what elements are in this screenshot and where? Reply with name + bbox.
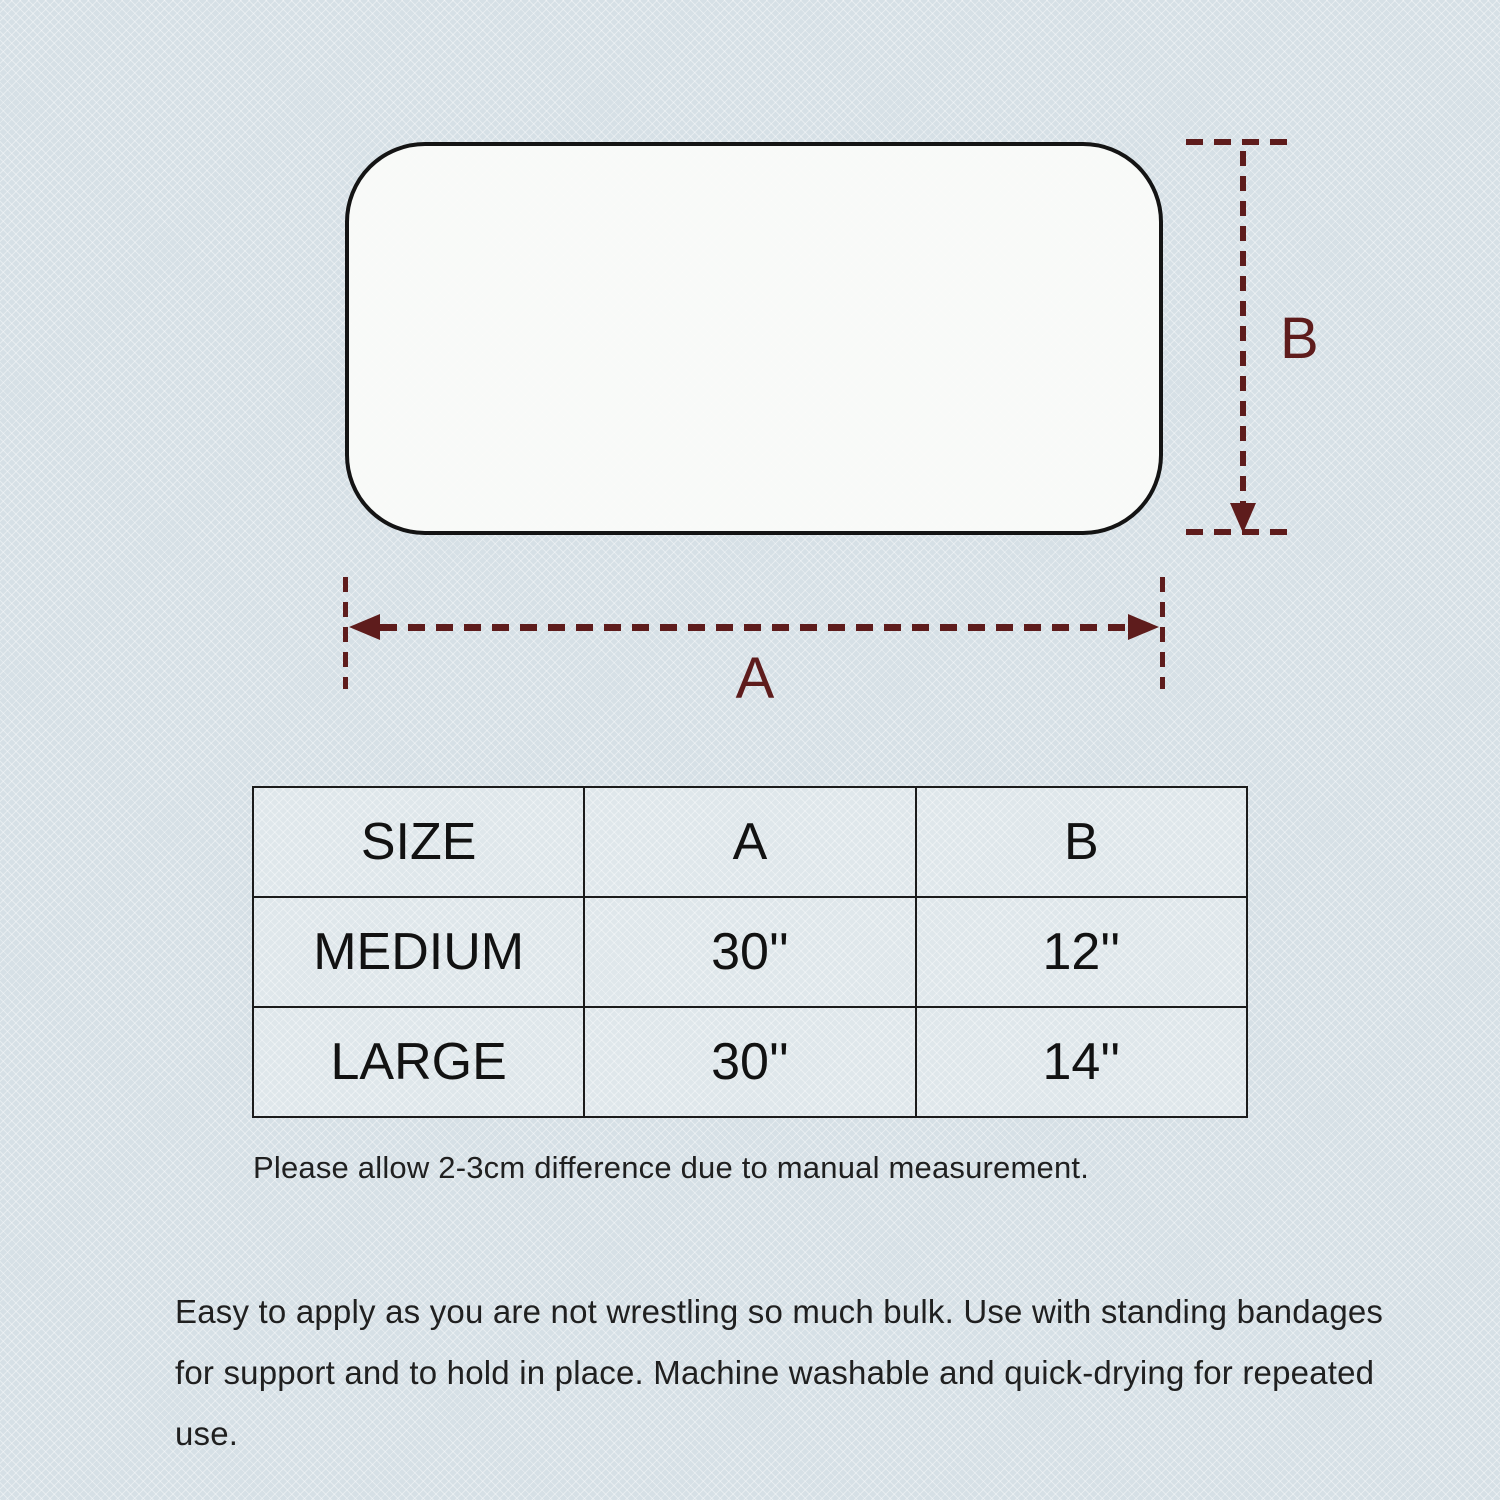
- a-dimension-label: A: [735, 646, 775, 711]
- product-pad-outline: [345, 142, 1163, 535]
- size-cell: LARGE: [253, 1007, 584, 1117]
- b-dimension-label: B: [1280, 306, 1319, 371]
- a-arrowhead-left-icon: [349, 614, 380, 640]
- b-arrowhead-down-icon: [1230, 503, 1256, 533]
- size-table-header-row: [253, 787, 1247, 897]
- a-arrowhead-right-icon: [1128, 614, 1159, 640]
- product-description: Easy to apply as you are not wrestling so much bulk. Use with standing bandages for support and to hold in place. Machine washable and quick-drying for repeated use.: [175, 1293, 1384, 1452]
- a-extension-line-left: [343, 577, 348, 689]
- a-value-cell: 30'': [584, 897, 915, 1007]
- size-cell: MEDIUM: [253, 897, 584, 1007]
- b-dimension-line: [1240, 151, 1246, 503]
- size-table-header-b: B: [916, 787, 1247, 897]
- a-dimension-line: [380, 624, 1130, 631]
- size-table-row-large: [253, 1007, 1247, 1117]
- measurement-note: Please allow 2-3cm difference due to manual measurement.: [253, 1150, 1090, 1185]
- size-table-header-a: A: [584, 787, 915, 897]
- a-value-cell: 30'': [584, 1007, 915, 1117]
- size-table: [252, 786, 1248, 1118]
- size-table-row-medium: [253, 897, 1247, 1007]
- b-value-cell: 14'': [916, 1007, 1247, 1117]
- b-extension-line-top: [1186, 139, 1298, 145]
- b-value-cell: 12'': [916, 897, 1247, 1007]
- size-table-header-size: SIZE: [253, 787, 584, 897]
- a-extension-line-right: [1160, 577, 1165, 689]
